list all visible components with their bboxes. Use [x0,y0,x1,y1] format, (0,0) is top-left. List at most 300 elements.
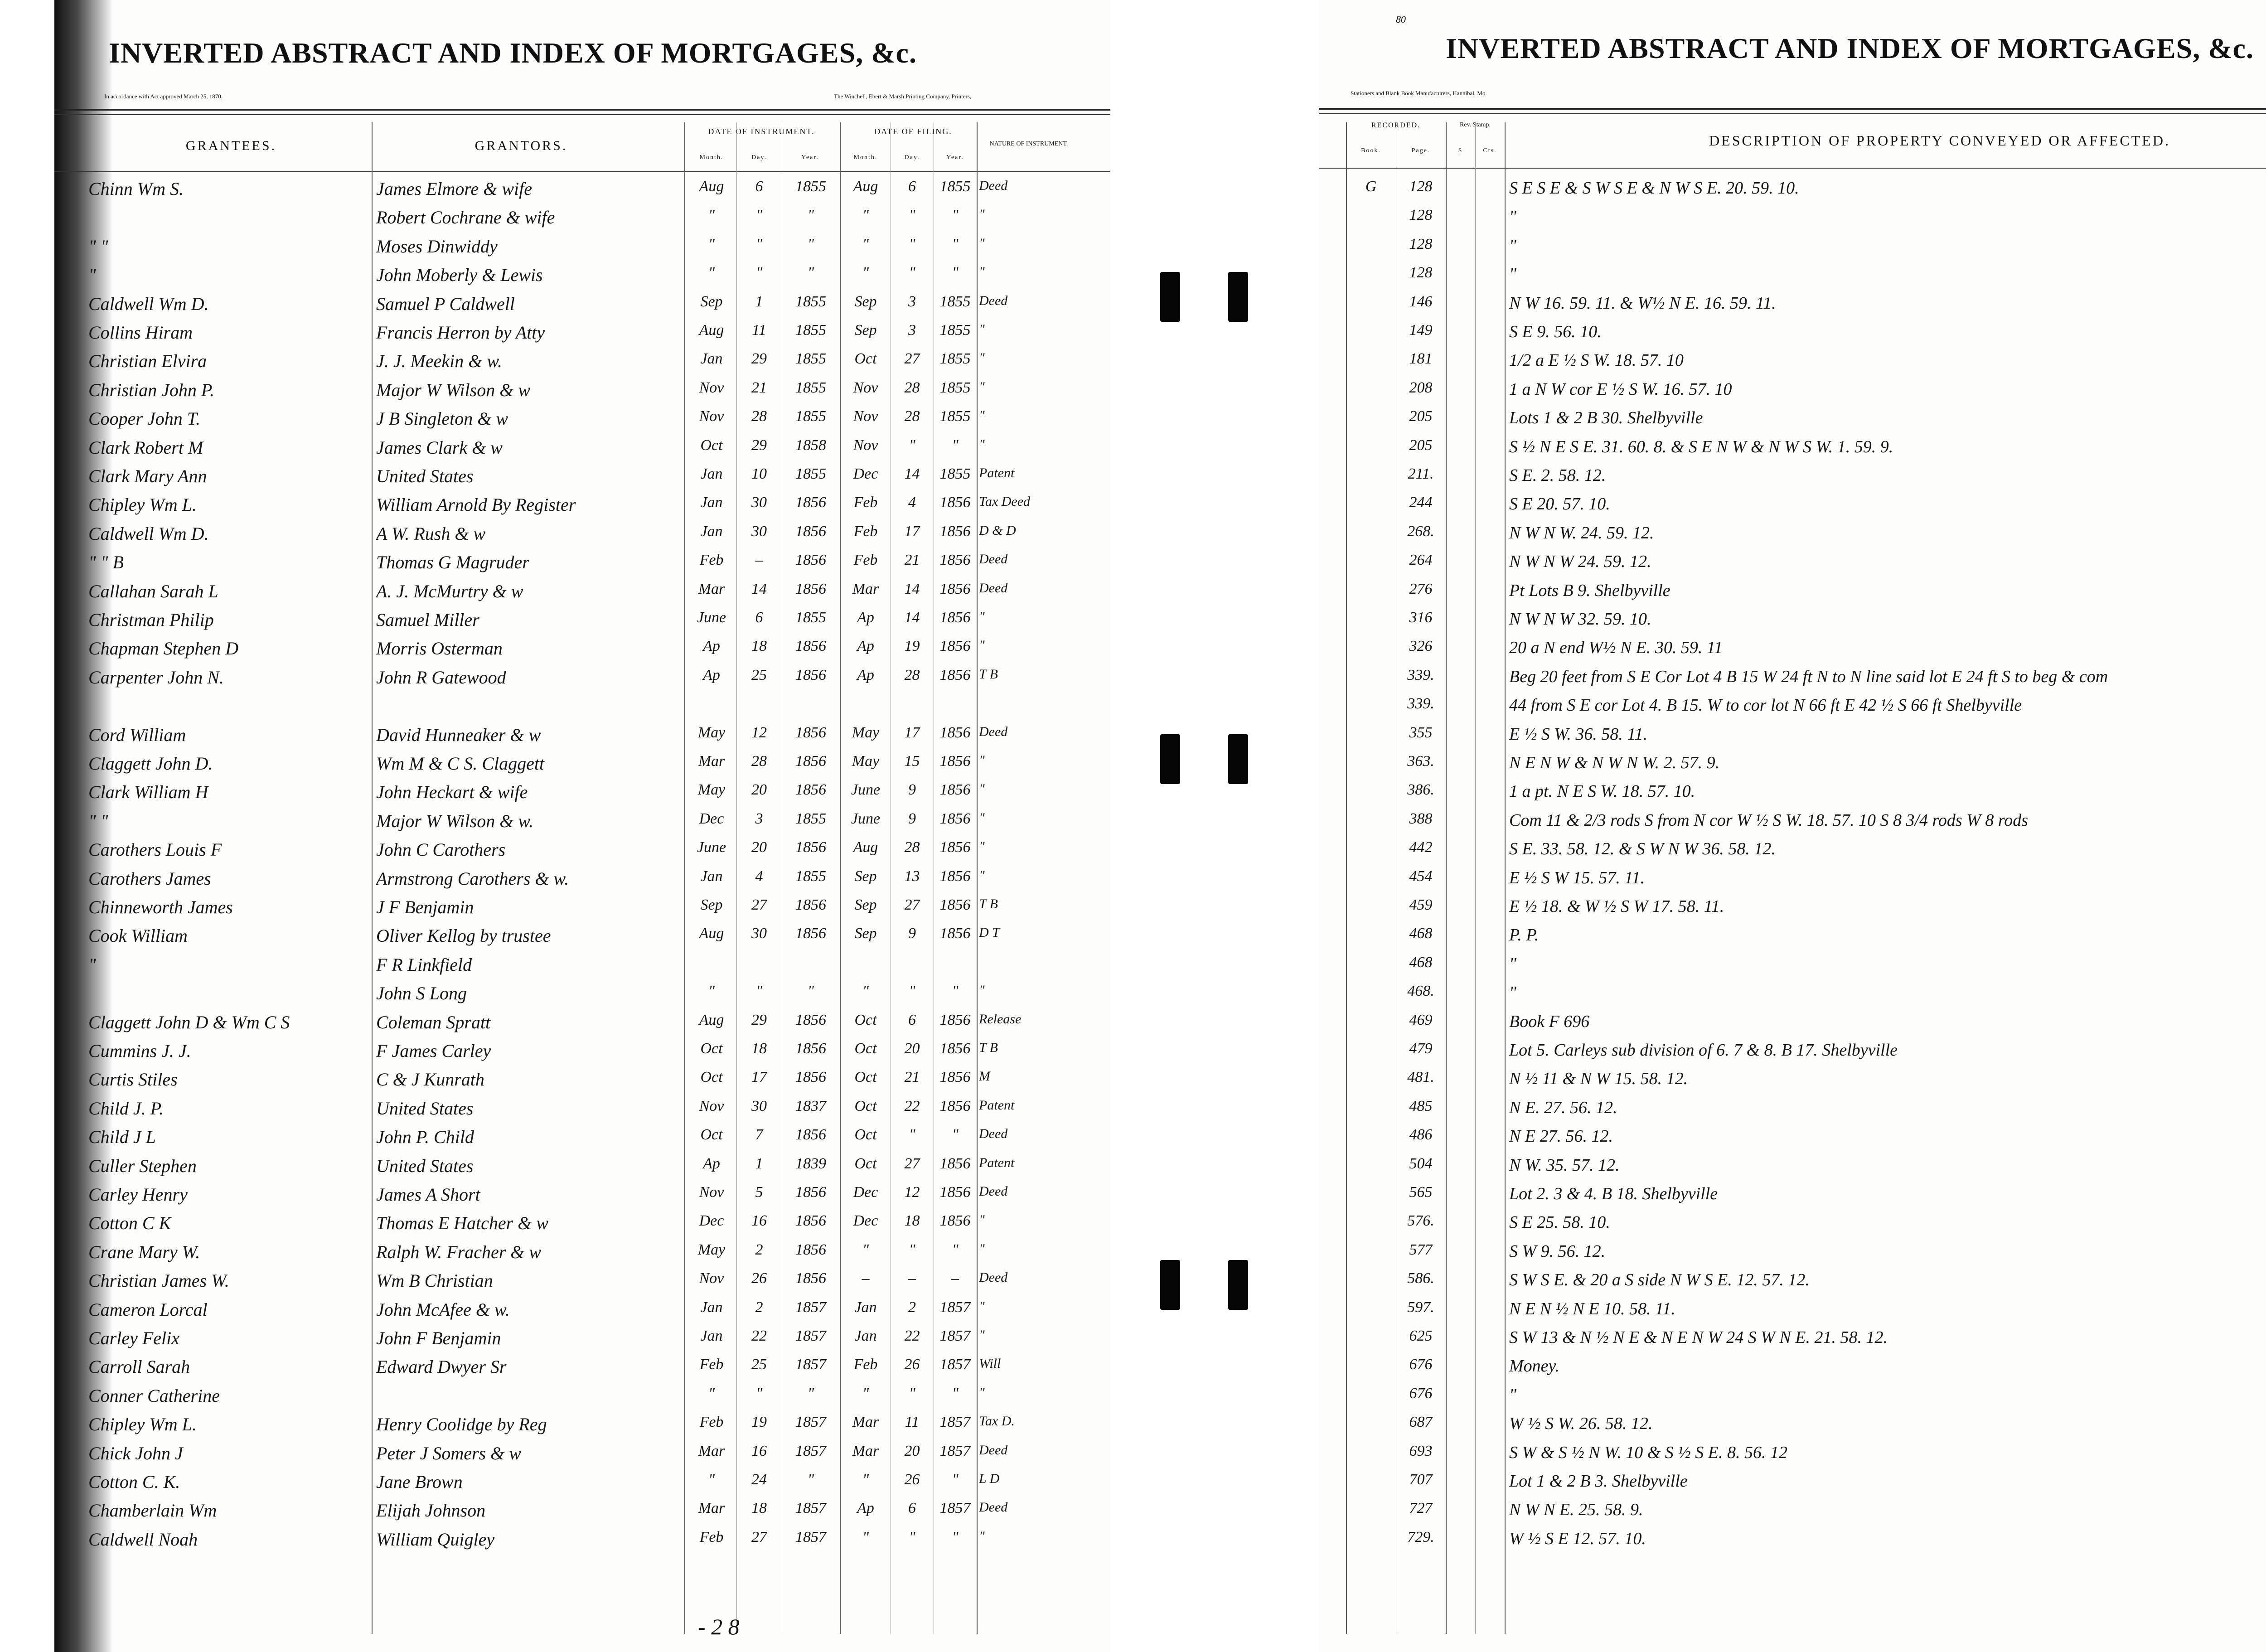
cell-desc: W ½ S W. 26. 58. 12. [1509,1414,1653,1434]
cell-page: 355 [1409,724,1433,741]
cell-iy: 1855 [795,465,826,482]
cell-im: Feb [699,1414,724,1431]
cell-grantee: Conner Catherine [88,1385,220,1406]
ledger-row [54,807,1110,835]
cell-grantee: Caldwell Wm D. [88,293,209,314]
rev-stamp-header: Rev. Stamp. [1460,121,1491,128]
cell-desc: 44 from S E cor Lot 4. B 15. W to cor lot N 66 ft E 42 ½ S 66 ft Shelbyville [1509,696,2022,715]
ledger-row [1319,1037,2266,1065]
cell-fd: " [909,1126,915,1143]
cell-desc: S W & S ½ N W. 10 & S ½ S E. 8. 56. 12 [1509,1443,1787,1462]
cell-fm: " [862,264,869,281]
ledger-row [1319,921,2266,950]
cell-fm: Dec [853,1184,878,1201]
dollars-header: $ [1458,147,1462,154]
cell-desc: 20 a N end W½ N E. 30. 59. 11 [1509,638,1723,658]
cell-grantee: Callahan Sarah L [88,581,218,601]
ledger-row [54,1496,1110,1525]
cell-fd: 21 [904,1069,920,1086]
cell-grantor: Ralph W. Fracher & w [376,1241,542,1262]
cell-desc: N E 27. 56. 12. [1509,1127,1613,1146]
cell-grantor: Thomas G Magruder [376,552,529,573]
ledger-row [54,721,1110,749]
cell-fd: " [909,436,915,454]
cell-iy: 1855 [795,609,826,626]
cell-fd: 22 [904,1097,920,1114]
cell-fd: " [909,207,915,224]
cell-nature: " [979,983,985,998]
cell-fm: " [862,1528,869,1545]
cell-iy: 1856 [795,523,826,540]
binding-mark [1228,734,1248,784]
cell-fm: Oct [854,1155,877,1172]
cell-fm: Ap [857,609,874,626]
ledger-row [1319,663,2266,692]
ledger-row [54,1094,1110,1123]
cell-page: 479 [1409,1040,1433,1057]
cell-fy: – [951,1270,959,1287]
cell-id: 30 [751,494,767,511]
cell-id: 30 [751,523,767,540]
cell-fd: 9 [908,925,916,942]
ledger-row [1319,376,2266,404]
cell-im: Aug [699,925,724,942]
ledger-row [54,1468,1110,1496]
ledger-row [54,261,1110,289]
cell-grantee: " [88,265,96,286]
cell-fy: " [952,436,959,454]
cell-iy: 1857 [795,1414,826,1431]
cell-grantor: John F Benjamin [376,1328,501,1348]
cell-iy: 1857 [795,1528,826,1545]
cell-grantor: J B Singleton & w [376,408,508,429]
cell-grantor: Morris Osterman [376,638,503,659]
cell-page: 205 [1409,408,1433,425]
cell-id: 21 [751,379,767,396]
ledger-row [1319,1439,2266,1468]
ledger-row [54,1180,1110,1209]
cell-grantor: C & J Kunrath [376,1069,484,1090]
cell-page: 485 [1409,1097,1433,1114]
cell-desc: P. P. [1509,925,1539,945]
cell-grantee: " " [88,236,108,257]
cell-fm: Feb [853,494,878,511]
cell-desc: S W 9. 56. 12. [1509,1241,1606,1261]
cell-iy: 1856 [795,753,826,770]
cell-grantee: Cook William [88,925,188,946]
cell-fm: " [862,983,869,1000]
cell-iy: " [807,264,814,281]
cell-fm: Dec [853,1212,878,1230]
cell-desc: E ½ S W 15. 57. 11. [1509,868,1645,887]
header-rule-bottom [54,171,1110,172]
cell-id: 5 [755,1184,763,1201]
ledger-row [1319,290,2266,318]
cell-fd: 12 [904,1184,920,1201]
cell-grantor: United States [376,1098,474,1119]
cell-page: 459 [1409,896,1433,913]
cell-fy: 1855 [939,408,971,425]
cell-fd: 9 [908,781,916,799]
cell-iy: 1857 [795,1442,826,1459]
cell-grantor: Major W Wilson & w [376,379,531,400]
ledger-row [1319,347,2266,375]
cell-grantee: Cameron Lorcal [88,1299,208,1320]
cell-id: 6 [755,178,763,195]
cell-im: June [697,609,726,626]
cell-grantee: Child J. P. [88,1098,164,1119]
cell-nature: " [979,638,985,653]
cell-desc: S W 13 & N ½ N E & N E N W 24 S W N E. 21. 58. 12. [1509,1328,1888,1347]
cell-iy: " [807,983,814,1000]
cell-fy: 1855 [939,379,971,396]
cell-iy: 1856 [795,1184,826,1201]
ledger-row [1319,1352,2266,1381]
cell-im: Feb [699,1528,724,1545]
cell-page: 388 [1409,810,1433,827]
cell-fy: 1856 [939,1069,971,1086]
cell-id: 25 [751,1356,767,1373]
cell-im: Ap [703,1155,720,1172]
cell-id: 10 [751,465,767,482]
ledger-row [1319,1123,2266,1151]
cell-fy: 1856 [939,494,971,511]
cell-fy: " [952,235,959,252]
cell-desc: Book F 696 [1509,1012,1590,1031]
cell-fm: Dec [853,465,878,482]
cell-im: Mar [698,753,725,770]
ledger-row [54,462,1110,490]
cell-grantor: John P. Child [376,1127,474,1148]
cell-fm: June [851,810,881,827]
cell-id: 18 [751,1040,767,1057]
cell-grantor: John Moberly & Lewis [376,265,543,286]
cell-iy: 1856 [795,1270,826,1287]
ledger-row [54,490,1110,519]
cell-fm: Oct [854,1069,877,1086]
header-rule-top [54,109,1110,111]
cell-id: " [755,207,763,224]
cell-fm: " [862,1241,869,1258]
cell-fm: Sep [854,925,877,942]
cell-im: " [708,1471,715,1488]
ledger-row [54,864,1110,893]
cell-grantee: Curtis Stiles [88,1069,178,1090]
cell-grantee: " [88,954,96,975]
cell-im: Mar [698,580,725,597]
ledger-row [1319,1094,2266,1123]
ledger-row [54,1123,1110,1151]
ledger-row [54,1295,1110,1324]
cell-grantee: Carothers James [88,868,211,889]
cell-grantee: Cummins J. J. [88,1041,191,1061]
cell-desc: Money. [1509,1356,1559,1376]
cell-grantor: Peter J Somers & w [376,1443,521,1463]
cell-iy: 1856 [795,896,826,913]
ledger-row [54,778,1110,806]
cell-grantor: John S Long [376,983,467,1004]
cell-iy: 1856 [795,1126,826,1143]
cell-grantor: John R Gatewood [376,667,506,688]
gutter-notation: - 2 8 [698,1614,740,1639]
cell-grantee: Christian Elvira [88,351,207,372]
cell-iy: 1856 [795,1069,826,1086]
cell-fd: 17 [904,724,920,741]
cell-iy: 1856 [795,724,826,741]
ledger-row [54,1152,1110,1180]
cell-grantor: John Heckart & wife [376,782,528,803]
cell-grantee: Clark William H [88,782,208,803]
cell-page: 128 [1409,178,1433,195]
ledger-row [54,1266,1110,1295]
ledger-row [1319,404,2266,433]
cell-desc: S E S E & S W S E & N W S E. 20. 59. 10. [1509,179,1799,198]
cell-nature: " [979,1327,985,1342]
cell-page: 727 [1409,1500,1433,1517]
cell-id: 17 [751,1069,767,1086]
cell-page: 687 [1409,1414,1433,1431]
ledger-row [54,921,1110,950]
cell-grantee: Cotton C. K. [88,1472,180,1492]
cell-im: Aug [699,1011,724,1028]
cell-fy: 1856 [939,1097,971,1114]
cell-nature: " [979,207,985,222]
cell-fm: – [862,1270,870,1287]
cell-iy: 1857 [795,1327,826,1344]
ledger-row [1319,203,2266,232]
cell-fy: 1856 [939,1155,971,1172]
cell-grantor: Major W Wilson & w. [376,810,534,831]
cell-nature: Deed [979,178,1008,193]
cell-page: 339. [1407,666,1434,683]
cell-page: 565 [1409,1184,1433,1201]
cell-nature: Tax Deed [979,494,1031,509]
cell-fd: 28 [904,408,920,425]
binding-mark [1160,1260,1180,1310]
cell-id: 19 [751,1414,767,1431]
cell-nature: " [979,1385,985,1400]
cell-desc: Com 11 & 2/3 rods S from N cor W ½ S W. 18. 57. 10 S 8 3/4 rods W 8 rods [1509,810,2028,830]
cell-fd: " [909,1528,915,1545]
cell-grantee: Cord William [88,724,186,745]
cell-im: Jan [700,523,723,540]
date-filing-header: DATE OF FILING. [874,127,952,136]
cell-im: Oct [700,436,723,454]
ledger-row [1319,893,2266,921]
cell-nature: D & D [979,523,1016,538]
cell-desc: N W 16. 59. 11. & W½ N E. 16. 59. 11. [1509,293,1776,313]
cell-fm: May [852,753,880,770]
cell-id: 1 [755,1155,763,1172]
cell-fm: Oct [854,350,877,368]
cell-grantee: Carley Felix [88,1328,180,1348]
cell-nature: " [979,1212,985,1228]
cell-im: Feb [699,552,724,569]
ledger-row [1319,1065,2266,1094]
cell-fy: 1856 [939,896,971,913]
cell-im: Nov [699,408,724,425]
cell-fd: 28 [904,839,920,856]
cell-desc: E ½ 18. & W ½ S W 17. 58. 11. [1509,897,1724,916]
cell-fm: Ap [857,638,874,655]
cell-grantee: Clark Mary Ann [88,466,207,486]
cell-im: May [697,724,726,741]
cell-im: Jan [700,350,723,368]
cell-im: Jan [700,1298,723,1316]
cell-page: 693 [1409,1442,1433,1459]
ledger-row [1319,1209,2266,1237]
cell-page: 577 [1409,1241,1433,1258]
cell-id: 1 [755,293,763,310]
ledger-row [1319,577,2266,606]
header-rule-top-2 [1319,113,2266,114]
binding-mark [1160,734,1180,784]
cell-desc: 1 a N W cor E ½ S W. 16. 57. 10 [1509,379,1732,399]
ledger-row [54,1381,1110,1410]
cell-nature: " [979,1241,985,1256]
cell-desc: S E. 33. 58. 12. & S W N W 36. 58. 12. [1509,839,1776,859]
grantees-header: GRANTEES. [185,138,277,153]
cell-fy: 1856 [939,1011,971,1028]
cell-fd: 14 [904,580,920,597]
cell-desc: N E. 27. 56. 12. [1509,1098,1617,1117]
cell-grantee: Christman Philip [88,610,214,630]
cell-id: 20 [751,839,767,856]
ledger-row [1319,692,2266,720]
ledger-row [54,1439,1110,1468]
cell-page: 504 [1409,1155,1433,1172]
cell-im: Aug [699,178,724,195]
cell-grantee: Claggett John D & Wm C S [88,1012,290,1032]
cell-im: June [697,839,726,856]
cell-desc: N ½ 11 & N W 15. 58. 12. [1509,1069,1688,1089]
cell-grantee: Caldwell Noah [88,1529,198,1550]
cell-fy: 1856 [939,781,971,799]
cell-grantor: J F Benjamin [376,897,474,917]
cell-grantee: Chipley Wm L. [88,1414,197,1435]
cell-iy: 1856 [795,1241,826,1258]
filing-day-header: Day. [904,154,920,161]
cell-iy: 1856 [795,1011,826,1028]
cell-im: Oct [700,1126,723,1143]
ledger-row [1319,261,2266,289]
cell-grantee: Carroll Sarah [88,1356,190,1377]
cell-page: 442 [1409,839,1433,856]
ledger-row [54,548,1110,577]
cell-fd: 4 [908,494,916,511]
cell-fy: 1856 [939,1184,971,1201]
cell-fd: 6 [908,1011,916,1028]
ledger-row [1319,1180,2266,1209]
ledger-row [54,979,1110,1008]
act-notice: In accordance with Act approved March 25, 1870. [104,93,223,100]
cell-desc: Beg 20 feet from S E Cor Lot 4 B 15 W 24 ft N to N line said lot E 24 ft S to beg & com [1509,667,2108,686]
cell-desc: S E 20. 57. 10. [1509,494,1610,514]
cell-fy: 1855 [939,465,971,482]
cell-nature: Deed [979,1500,1008,1515]
cell-id: 4 [755,867,763,885]
cell-desc: " [1509,265,1516,284]
cell-page: 676 [1409,1385,1433,1402]
cell-id: 27 [751,896,767,913]
cell-fd: 28 [904,379,920,396]
cell-fm: Oct [854,1126,877,1143]
cell-id: 28 [751,408,767,425]
cell-fy: 1856 [939,925,971,942]
ledger-row [1319,490,2266,519]
cell-fd: 22 [904,1327,920,1344]
cell-desc: N W N W. 24. 59. 12. [1509,523,1654,543]
cell-page: 386. [1407,781,1434,799]
cell-fy: " [952,1528,959,1545]
ledger-row [54,174,1110,203]
cell-im: Dec [699,1212,724,1230]
cell-desc: Lot 1 & 2 B 3. Shelbyville [1509,1472,1688,1491]
cell-im: " [708,235,715,252]
header-rule-top [1319,108,2266,110]
header-rule-top-2 [54,114,1110,115]
cell-fm: Oct [854,1011,877,1028]
cell-id: – [755,552,763,569]
cell-grantor: Robert Cochrane & wife [376,207,555,228]
cell-grantee: Crane Mary W. [88,1241,200,1262]
cell-page: 211. [1408,465,1434,482]
cell-fd: " [909,264,915,281]
cell-fd: 15 [904,753,920,770]
cell-id: 29 [751,350,767,368]
cell-grantor: William Arnold By Register [376,494,576,515]
cell-fm: Feb [853,1356,878,1373]
cell-nature: " [979,781,985,797]
cell-iy: 1856 [795,839,826,856]
cell-page: 326 [1409,638,1433,655]
cell-fy: 1856 [939,724,971,741]
cell-im: Oct [700,1040,723,1057]
cell-iy: 1856 [795,666,826,683]
cell-nature: L D [979,1471,1000,1486]
ledger-row [54,203,1110,232]
cell-fy: 1856 [939,1040,971,1057]
cell-fd: " [909,983,915,1000]
cell-nature: Patent [979,465,1015,480]
cell-desc: Pt Lots B 9. Shelbyville [1509,581,1670,600]
cell-page: 128 [1409,235,1433,252]
ledger-row [54,433,1110,462]
cell-id: 14 [751,580,767,597]
cell-fd: 3 [908,322,916,339]
cell-nature: Tax D. [979,1414,1015,1429]
cell-im: Oct [700,1069,723,1086]
cell-desc: N W N E. 25. 58. 9. [1509,1500,1643,1520]
cell-fm: Nov [853,408,878,425]
cell-fd: " [909,1241,915,1258]
cell-grantor: Coleman Spratt [376,1012,491,1032]
cell-page: 468. [1407,983,1434,1000]
cell-nature: " [979,322,985,337]
ledger-row [54,1324,1110,1352]
book-header: Book. [1361,147,1381,154]
cell-iy: 1857 [795,1298,826,1316]
cell-id: 7 [755,1126,763,1143]
cell-iy: 1856 [795,781,826,799]
cell-fy: 1857 [939,1414,971,1431]
cell-id: " [755,983,763,1000]
ledger-row [1319,864,2266,893]
cell-page: 597. [1407,1298,1434,1316]
cell-iy: " [807,235,814,252]
cell-id: 29 [751,436,767,454]
cell-nature: " [979,753,985,768]
